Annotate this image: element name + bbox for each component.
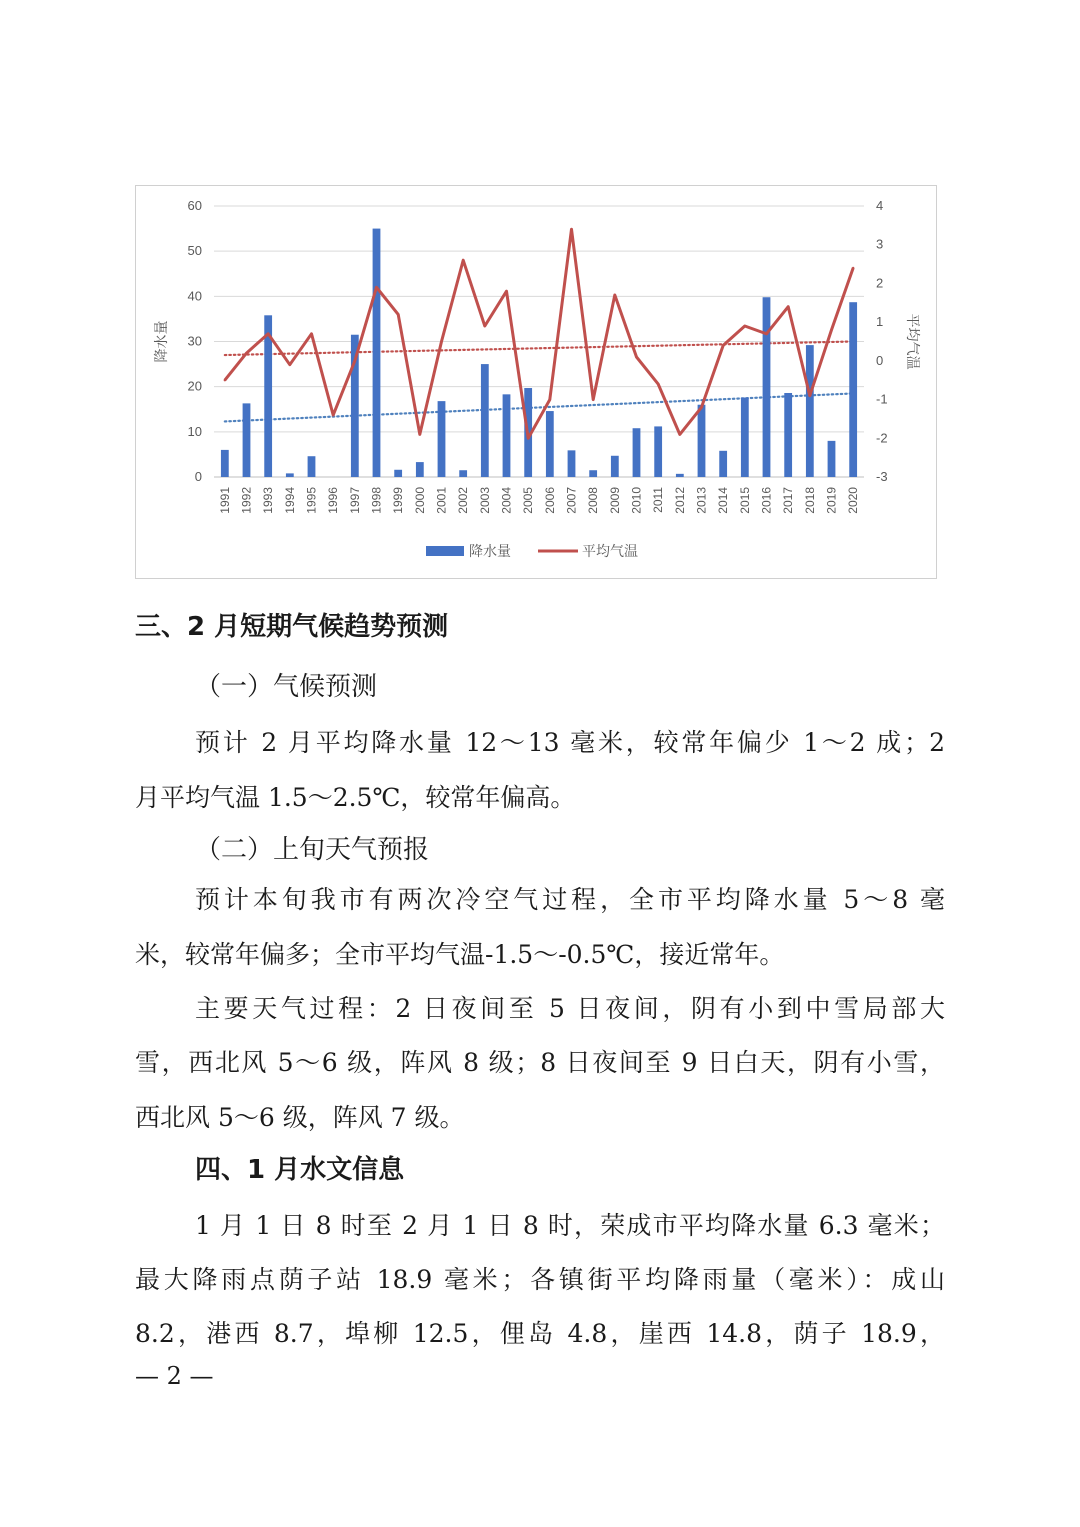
x-tick-label: 1997 [347,487,362,514]
y-right-tick-label: 1 [876,314,884,330]
bar-1994 [286,473,294,477]
x-tick-label: 2013 [694,487,709,514]
bar-2011 [654,426,662,477]
x-tick-label: 2005 [521,487,536,514]
temperature-point-2013 [700,406,702,408]
temperature-point-2004 [505,290,507,292]
y-left-axis-title: 降水量 [153,320,169,363]
bar-2018 [806,345,814,477]
x-tick-label: 2015 [737,487,752,514]
bar-2008 [589,470,597,477]
precip-temperature-chart [136,186,936,578]
x-tick-label: 2002 [456,487,471,514]
temperature-point-2001 [440,340,442,342]
y-right-tick-label: -2 [876,430,888,446]
bar-2009 [611,456,619,477]
legend-label-precipitation: 降水量 [469,543,511,559]
y-left-tick-label: 40 [187,288,202,304]
temperature-point-1995 [310,333,312,335]
y-right-tick-label: 4 [876,198,884,213]
bar-2012 [676,474,684,477]
paragraph-2-line-2: 米，较常年偏多；全市平均气温-1.5～-0.5℃，接近常年。 [135,940,785,969]
temperature-point-2002 [462,259,464,261]
x-tick-label: 2004 [499,487,514,514]
x-tick-label: 2008 [586,487,601,514]
paragraph-1-line-1: 预计 2 月平均降水量 12～13 毫米，较常年偏少 1～2 成；2 [195,728,945,757]
temperature-point-2016 [765,333,767,335]
x-tick-label: 1991 [217,487,232,514]
paragraph-3-line-1: 主要天气过程：2 日夜间至 5 日夜间，阴有小到中雪局部大 [195,994,945,1023]
bar-2001 [438,401,446,477]
bar-2004 [503,394,511,477]
x-tick-label: 2001 [434,487,449,514]
bar-2000 [416,462,424,477]
temperature-point-2015 [744,325,746,327]
y-right-tick-label: 2 [876,275,884,291]
y-right-tick-label: -1 [876,391,888,407]
chart-frame [135,185,937,579]
x-tick-label: 1998 [369,487,384,514]
bar-2020 [849,302,857,477]
temperature-point-2020 [852,267,854,269]
x-tick-label: 2000 [412,487,427,514]
x-tick-label: 2007 [564,487,579,514]
temperature-point-2011 [657,383,659,385]
temperature-point-2019 [830,329,832,331]
subheading-climate-forecast: （一）气候预测 [195,672,378,702]
paragraph-3-line-2: 雪，西北风 5～6 级，阵风 8 级；8 日夜间至 9 日白天，阴有小雪， [135,1048,945,1077]
x-tick-label: 2009 [607,487,622,514]
temperature-point-1996 [332,414,334,416]
y-left-tick-label: 0 [194,469,202,484]
page-number: — 2 — [135,1362,214,1390]
bar-2017 [784,393,792,477]
x-tick-label: 1993 [261,487,276,514]
legend-label-temperature: 平均气温 [582,543,638,559]
y-left-tick-label: 60 [187,198,202,213]
subheading-weather-forecast: （二）上旬天气预报 [195,835,430,865]
x-tick-label: 2019 [824,487,839,514]
bar-2019 [828,441,836,477]
temperature-point-2003 [484,325,486,327]
x-tick-label: 1996 [326,487,341,514]
trendline-temperature [225,342,853,356]
y-left-tick-label: 50 [187,243,202,259]
temperature-point-2014 [722,344,724,346]
section-3-heading: 三、2 月短期气候趋势预测 [135,612,449,642]
x-tick-label: 2006 [542,487,557,514]
bar-2014 [719,451,727,477]
paragraph-3-line-3: 西北风 5～6 级，阵风 7 级。 [135,1103,465,1132]
paragraph-4-line-2: 最大降雨点荫子站 18.9 毫米；各镇街平均降雨量（毫米）：成山 [135,1265,945,1294]
temperature-point-1999 [397,313,399,315]
bar-2003 [481,364,489,477]
bar-2006 [546,411,554,477]
bar-2015 [741,398,749,477]
paragraph-4-line-3: 8.2，港西 8.7，埠柳 12.5，俚岛 4.8，崖西 14.8，荫子 18.9， [135,1319,945,1348]
temperature-point-1993 [267,333,269,335]
section-4-heading: 四、1 月水文信息 [195,1155,405,1185]
bar-1999 [394,470,402,477]
bar-1991 [221,450,229,477]
y-left-tick-label: 20 [187,378,202,394]
bar-1995 [308,456,316,477]
x-tick-label: 2018 [802,487,817,514]
paragraph-1-line-2: 月平均气温 1.5～2.5℃，较常年偏高。 [135,783,576,812]
bar-2007 [568,450,576,477]
temperature-point-1997 [354,360,356,362]
temperature-point-2010 [635,356,637,358]
bar-2002 [459,470,467,477]
x-tick-label: 1992 [239,487,254,514]
bar-2016 [763,297,771,477]
temperature-point-2017 [787,305,789,307]
x-tick-label: 2014 [716,487,731,514]
temperature-point-2000 [419,433,421,435]
temperature-point-2009 [614,294,616,296]
temperature-point-2006 [549,398,551,400]
bar-1992 [243,403,251,477]
legend-swatch-precipitation [426,546,464,556]
bar-1998 [373,229,381,477]
x-tick-label: 1995 [304,487,319,514]
y-left-tick-label: 30 [187,333,202,349]
temperature-point-1991 [224,379,226,381]
temperature-point-2007 [570,228,572,230]
y-left-tick-label: 10 [187,423,202,439]
paragraph-2-line-1: 预计本旬我市有两次冷空气过程，全市平均降水量 5～8 毫 [195,885,945,914]
temperature-point-2012 [679,433,681,435]
y-right-tick-label: 0 [876,352,884,368]
y-right-tick-label: 3 [876,236,884,252]
temperature-point-1994 [289,364,291,366]
temperature-point-2005 [527,437,529,439]
x-tick-label: 2003 [477,487,492,514]
x-tick-label: 1994 [282,487,297,514]
temperature-point-1992 [245,352,247,354]
x-tick-label: 2010 [629,487,644,514]
x-tick-label: 2012 [672,487,687,514]
x-tick-label: 2017 [781,487,796,514]
paragraph-4-line-1: 1 月 1 日 8 时至 2 月 1 日 8 时，荣成市平均降水量 6.3 毫米； [195,1211,945,1240]
bar-2010 [633,428,641,477]
x-tick-label: 1999 [391,487,406,514]
temperature-point-2018 [809,395,811,397]
x-tick-label: 2016 [759,487,774,514]
x-tick-label: 2020 [846,487,861,514]
temperature-point-1998 [375,286,377,288]
x-tick-label: 2011 [651,487,666,513]
temperature-point-2008 [592,398,594,400]
y-right-tick-label: -3 [876,469,888,484]
y-right-axis-title: 平均气温 [905,313,921,370]
bar-2013 [698,405,706,477]
